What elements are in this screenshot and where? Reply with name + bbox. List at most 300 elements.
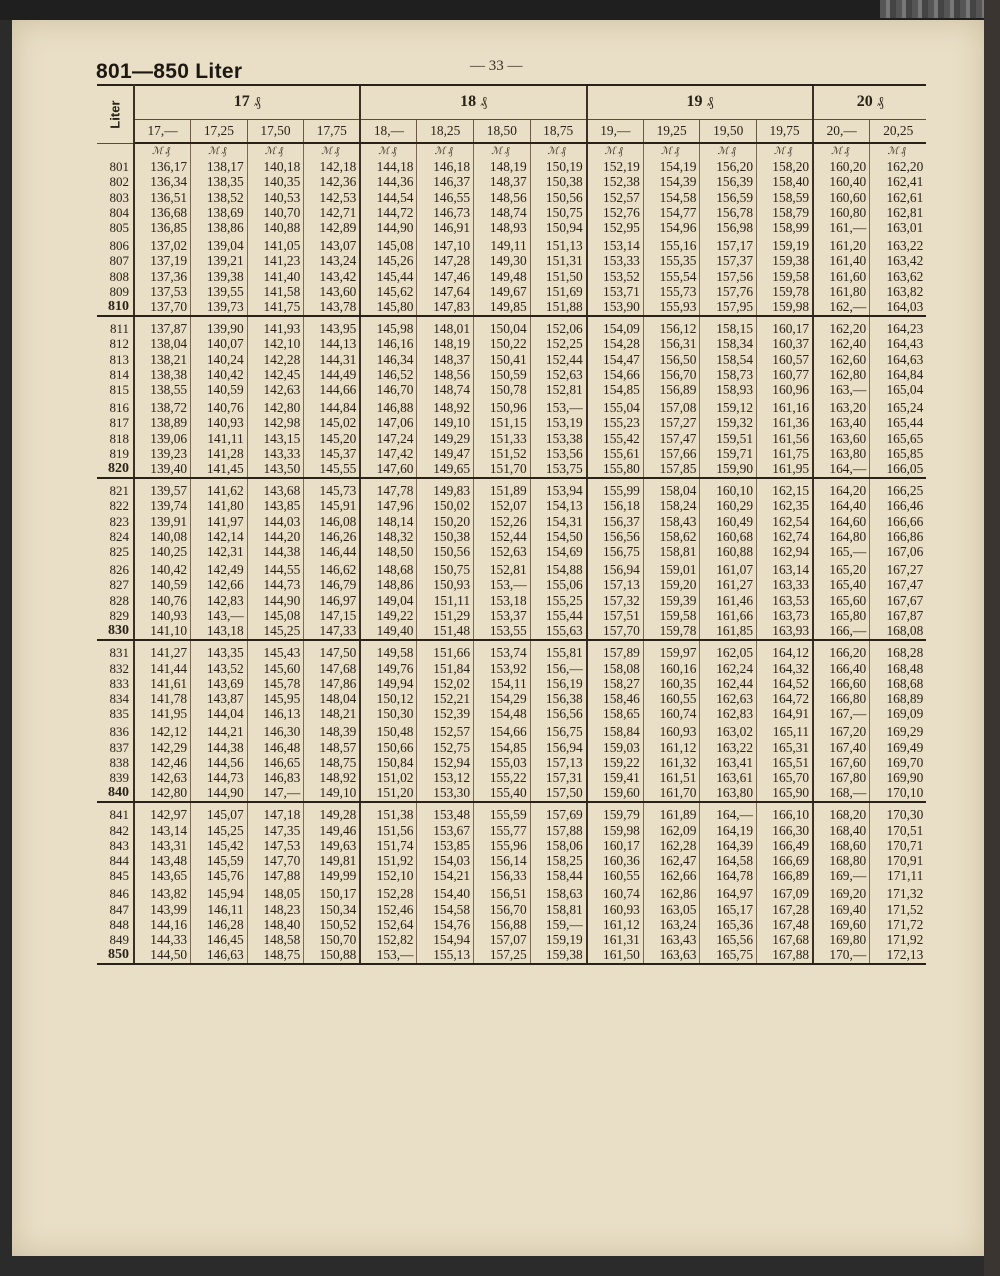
scan-border-top [0, 0, 1000, 20]
price-cell: 156,50 [643, 352, 700, 367]
liter-cell: 804 [97, 205, 134, 220]
price-cell: 163,53 [757, 593, 814, 608]
price-cell: 147,28 [417, 253, 474, 268]
group-label: 20 [856, 93, 873, 111]
table-row [97, 770, 926, 785]
price-cell: 171,52 [870, 902, 927, 917]
price-cell: 149,11 [474, 235, 531, 253]
price-cell: 142,45 [247, 367, 304, 382]
price-cell: 159,41 [587, 770, 644, 785]
table-row [97, 623, 926, 640]
pfennig-symbol: ₰ [876, 95, 884, 111]
price-cell: 149,46 [304, 823, 361, 838]
price-cell: 155,23 [587, 415, 644, 430]
price-cell: 150,70 [304, 932, 361, 947]
price-cell: 139,90 [191, 316, 248, 336]
price-cell: 141,62 [191, 478, 248, 498]
liter-cell: 825 [97, 544, 134, 559]
table-row [97, 431, 926, 446]
price-cell: 136,17 [134, 159, 191, 174]
liter-cell: 849 [97, 932, 134, 947]
price-cell: 172,13 [870, 947, 927, 964]
price-cell: 151,89 [474, 478, 531, 498]
table-row [97, 498, 926, 513]
price-cell: 145,02 [304, 415, 361, 430]
price-cell: 146,18 [417, 159, 474, 174]
price-cell: 143,33 [247, 446, 304, 461]
price-cell: 138,72 [134, 397, 191, 415]
price-cell: 161,66 [700, 608, 757, 623]
price-cell: 149,81 [304, 853, 361, 868]
price-cell: 171,32 [870, 883, 927, 901]
price-cell: 153,14 [587, 235, 644, 253]
price-cell: 148,92 [304, 770, 361, 785]
price-cell: 146,70 [360, 382, 417, 397]
price-cell: 145,95 [247, 691, 304, 706]
price-cell: 163,40 [813, 415, 870, 430]
price-cell: 143,14 [134, 823, 191, 838]
price-cell: 158,63 [530, 883, 587, 901]
price-cell: 143,87 [191, 691, 248, 706]
price-cell: 154,58 [417, 902, 474, 917]
liter-cell: 829 [97, 608, 134, 623]
price-cell: 144,84 [304, 397, 361, 415]
price-cell: 153,— [530, 397, 587, 415]
price-cell: 145,91 [304, 498, 361, 513]
price-cell: 137,87 [134, 316, 191, 336]
price-cell: 139,38 [191, 269, 248, 284]
price-cell: 159,20 [643, 577, 700, 592]
price-cell: 143,48 [134, 853, 191, 868]
price-cell: 160,96 [757, 382, 814, 397]
price-cell: 164,23 [870, 316, 927, 336]
price-cell: 163,42 [870, 253, 927, 268]
price-cell: 150,94 [530, 220, 587, 235]
scan-border-right [984, 0, 1000, 1276]
price-cell: 138,69 [191, 205, 248, 220]
price-cell: 156,56 [530, 706, 587, 721]
price-header: 17,25 [191, 120, 248, 144]
table-row [97, 721, 926, 739]
price-cell: 156,75 [587, 544, 644, 559]
price-cell: 156,94 [530, 740, 587, 755]
price-cell: 155,99 [587, 478, 644, 498]
price-cell: 139,40 [134, 461, 191, 478]
price-cell: 162,28 [643, 838, 700, 853]
price-cell: 151,15 [474, 415, 531, 430]
price-cell: 165,17 [700, 902, 757, 917]
price-header: 20,25 [870, 120, 927, 144]
price-cell: 167,47 [870, 577, 927, 592]
price-cell: 146,63 [191, 947, 248, 964]
price-cell: 144,66 [304, 382, 361, 397]
price-cell: 160,55 [587, 868, 644, 883]
price-cell: 155,04 [587, 397, 644, 415]
price-cell: 146,52 [360, 367, 417, 382]
price-cell: 142,80 [134, 785, 191, 802]
price-cell: 147,— [247, 785, 304, 802]
liter-cell: 822 [97, 498, 134, 513]
price-cell: 141,80 [191, 498, 248, 513]
price-cell: 157,56 [700, 269, 757, 284]
price-header: 19,25 [643, 120, 700, 144]
price-cell: 156,70 [474, 902, 531, 917]
price-cell: 143,— [191, 608, 248, 623]
liter-cell: 814 [97, 367, 134, 382]
price-cell: 141,27 [134, 640, 191, 660]
price-cell: 161,32 [643, 755, 700, 770]
price-cell: 143,82 [134, 883, 191, 901]
price-cell: 159,12 [700, 397, 757, 415]
price-cell: 146,79 [304, 577, 361, 592]
price-cell: 157,13 [530, 755, 587, 770]
group-header [360, 85, 586, 120]
price-cell: 161,70 [643, 785, 700, 802]
price-cell: 168,48 [870, 661, 927, 676]
price-cell: 168,28 [870, 640, 927, 660]
price-cell: 157,47 [643, 431, 700, 446]
price-cell: 160,49 [700, 514, 757, 529]
price-cell: 150,52 [304, 917, 361, 932]
price-cell: 150,04 [474, 316, 531, 336]
price-cell: 163,62 [870, 269, 927, 284]
price-cell: 151,48 [417, 623, 474, 640]
price-cell: 170,30 [870, 802, 927, 822]
table-row [97, 190, 926, 205]
price-cell: 163,01 [870, 220, 927, 235]
table-row [97, 316, 926, 336]
price-cell: 154,58 [643, 190, 700, 205]
price-cell: 159,32 [700, 415, 757, 430]
price-cell: 145,98 [360, 316, 417, 336]
price-cell: 157,89 [587, 640, 644, 660]
price-cell: 144,21 [191, 721, 248, 739]
price-cell: 164,78 [700, 868, 757, 883]
liter-cell: 839 [97, 770, 134, 785]
liter-cell: 806 [97, 235, 134, 253]
pfennig-symbol: ₰ [253, 95, 261, 111]
price-cell: 162,20 [870, 159, 927, 174]
price-cell: 144,90 [247, 593, 304, 608]
price-cell: 156,59 [700, 190, 757, 205]
table-row [97, 415, 926, 430]
price-cell: 160,17 [587, 838, 644, 853]
price-cell: 153,90 [587, 299, 644, 316]
price-header: 19,50 [700, 120, 757, 144]
price-cell: 138,52 [191, 190, 248, 205]
price-cell: 169,70 [870, 755, 927, 770]
price-cell: 139,73 [191, 299, 248, 316]
pfennig-symbol: ₰ [480, 95, 488, 111]
price-cell: 160,36 [587, 853, 644, 868]
liter-header-label: Liter [107, 100, 123, 129]
price-cell: 162,35 [757, 498, 814, 513]
liter-cell: 815 [97, 382, 134, 397]
price-cell: 157,37 [700, 253, 757, 268]
liter-cell: 816 [97, 397, 134, 415]
unit-mark: ℳ ₰ [700, 143, 757, 159]
price-cell: 160,55 [643, 691, 700, 706]
price-cell: 153,52 [587, 269, 644, 284]
price-cell: 158,99 [757, 220, 814, 235]
price-cell: 153,94 [530, 478, 587, 498]
liter-cell: 846 [97, 883, 134, 901]
price-cell: 141,97 [191, 514, 248, 529]
price-cell: 148,56 [417, 367, 474, 382]
table-row [97, 544, 926, 559]
unit-row [97, 143, 926, 159]
price-cell: 150,17 [304, 883, 361, 901]
price-cell: 158,20 [757, 159, 814, 174]
price-cell: 171,11 [870, 868, 927, 883]
price-cell: 150,78 [474, 382, 531, 397]
price-cell: 159,79 [587, 802, 644, 822]
table-row [97, 336, 926, 351]
price-cell: 149,30 [474, 253, 531, 268]
price-cell: 170,71 [870, 838, 927, 853]
price-cell: 165,40 [813, 577, 870, 592]
price-cell: 148,23 [247, 902, 304, 917]
price-cell: 156,56 [587, 529, 644, 544]
price-cell: 136,34 [134, 174, 191, 189]
price-cell: 141,40 [247, 269, 304, 284]
liter-cell: 818 [97, 431, 134, 446]
price-cell: 147,50 [304, 640, 361, 660]
price-cell: 168,68 [870, 676, 927, 691]
price-cell: 158,84 [587, 721, 644, 739]
price-cell: 147,10 [417, 235, 474, 253]
price-cell: 151,56 [360, 823, 417, 838]
price-cell: 161,89 [643, 802, 700, 822]
price-cell: 139,04 [191, 235, 248, 253]
price-cell: 162,20 [813, 316, 870, 336]
price-cell: 144,16 [134, 917, 191, 932]
price-cell: 154,76 [417, 917, 474, 932]
price-header: 18,75 [530, 120, 587, 144]
price-cell: 159,38 [530, 947, 587, 964]
price-cell: 159,97 [643, 640, 700, 660]
price-cell: 164,40 [813, 498, 870, 513]
price-cell: 146,73 [417, 205, 474, 220]
price-cell: 147,70 [247, 853, 304, 868]
liter-cell: 850 [97, 947, 134, 964]
price-cell: 156,38 [530, 691, 587, 706]
price-cell: 167,48 [757, 917, 814, 932]
price-cell: 158,34 [700, 336, 757, 351]
price-header: 18,25 [417, 120, 474, 144]
unit-mark: ℳ ₰ [134, 143, 191, 159]
price-cell: 157,66 [643, 446, 700, 461]
price-cell: 167,88 [757, 947, 814, 964]
price-cell: 141,10 [134, 623, 191, 640]
liter-cell: 801 [97, 159, 134, 174]
liter-cell: 803 [97, 190, 134, 205]
price-cell: 149,63 [304, 838, 361, 853]
liter-cell: 807 [97, 253, 134, 268]
price-cell: 145,60 [247, 661, 304, 676]
price-header: 18,— [360, 120, 417, 144]
price-cell: 161,75 [757, 446, 814, 461]
price-header: 17,50 [247, 120, 304, 144]
group-label: 19 [686, 93, 703, 111]
price-cell: 159,60 [587, 785, 644, 802]
price-cell: 136,85 [134, 220, 191, 235]
price-cell: 156,33 [474, 868, 531, 883]
price-cell: 159,22 [587, 755, 644, 770]
price-cell: 138,17 [191, 159, 248, 174]
liter-cell: 840 [97, 785, 134, 802]
price-cell: 166,— [813, 623, 870, 640]
price-cell: 158,81 [643, 544, 700, 559]
price-cell: 144,55 [247, 559, 304, 577]
price-cell: 146,48 [247, 740, 304, 755]
price-cell: 152,21 [417, 691, 474, 706]
price-cell: 154,13 [530, 498, 587, 513]
price-cell: 144,72 [360, 205, 417, 220]
price-cell: 151,20 [360, 785, 417, 802]
price-cell: 144,31 [304, 352, 361, 367]
price-cell: 158,06 [530, 838, 587, 853]
price-cell: 142,98 [247, 415, 304, 430]
price-cell: 144,38 [191, 740, 248, 755]
unit-mark: ℳ ₰ [870, 143, 927, 159]
price-cell: 166,60 [813, 676, 870, 691]
price-cell: 148,19 [474, 159, 531, 174]
price-cell: 137,36 [134, 269, 191, 284]
price-cell: 147,86 [304, 676, 361, 691]
price-cell: 144,13 [304, 336, 361, 351]
price-cell: 162,80 [813, 367, 870, 382]
price-cell: 161,20 [813, 235, 870, 253]
price-cell: 147,60 [360, 461, 417, 478]
price-cell: 145,42 [191, 838, 248, 853]
price-cell: 157,95 [700, 299, 757, 316]
price-cell: 141,78 [134, 691, 191, 706]
table-row [97, 461, 926, 478]
price-cell: 151,52 [474, 446, 531, 461]
price-header-row [97, 120, 926, 144]
price-cell: 166,30 [757, 823, 814, 838]
price-cell: 158,65 [587, 706, 644, 721]
price-cell: 159,— [530, 917, 587, 932]
unit-mark: ℳ ₰ [813, 143, 870, 159]
price-cell: 167,09 [757, 883, 814, 901]
table-row [97, 205, 926, 220]
price-cell: 160,80 [813, 205, 870, 220]
price-cell: 158,15 [700, 316, 757, 336]
price-cell: 142,28 [247, 352, 304, 367]
unit-mark: ℳ ₰ [587, 143, 644, 159]
price-cell: 161,56 [757, 431, 814, 446]
price-header: 17,75 [304, 120, 361, 144]
price-cell: 142,83 [191, 593, 248, 608]
price-cell: 165,36 [700, 917, 757, 932]
price-cell: 165,24 [870, 397, 927, 415]
unit-cell-empty [97, 143, 134, 159]
price-cell: 141,05 [247, 235, 304, 253]
price-cell: 146,45 [191, 932, 248, 947]
page-number: — 33 — [470, 58, 523, 74]
price-cell: 167,40 [813, 740, 870, 755]
price-cell: 139,74 [134, 498, 191, 513]
liter-cell: 819 [97, 446, 134, 461]
unit-mark: ℳ ₰ [474, 143, 531, 159]
price-cell: 151,84 [417, 661, 474, 676]
price-cell: 165,90 [757, 785, 814, 802]
price-cell: 139,23 [134, 446, 191, 461]
price-header: 20,— [813, 120, 870, 144]
unit-mark: ℳ ₰ [643, 143, 700, 159]
price-cell: 165,44 [870, 415, 927, 430]
price-cell: 162,94 [757, 544, 814, 559]
price-cell: 161,16 [757, 397, 814, 415]
price-cell: 163,41 [700, 755, 757, 770]
price-cell: 154,85 [474, 740, 531, 755]
price-cell: 151,74 [360, 838, 417, 853]
unit-mark: ℳ ₰ [360, 143, 417, 159]
liter-column-header [97, 85, 134, 143]
price-cell: 144,33 [134, 932, 191, 947]
price-cell: 169,29 [870, 721, 927, 739]
liter-cell: 821 [97, 478, 134, 498]
price-cell: 151,70 [474, 461, 531, 478]
price-cell: 161,85 [700, 623, 757, 640]
price-cell: 152,57 [417, 721, 474, 739]
price-cell: 151,33 [474, 431, 531, 446]
price-cell: 158,43 [643, 514, 700, 529]
price-cell: 161,51 [643, 770, 700, 785]
price-cell: 156,88 [474, 917, 531, 932]
price-cell: 164,58 [700, 853, 757, 868]
price-cell: 148,93 [474, 220, 531, 235]
price-cell: 157,88 [530, 823, 587, 838]
price-cell: 153,74 [474, 640, 531, 660]
table-row [97, 947, 926, 964]
price-cell: 159,01 [643, 559, 700, 577]
price-cell: 159,78 [643, 623, 700, 640]
price-cell: 150,02 [417, 498, 474, 513]
price-cell: 151,31 [530, 253, 587, 268]
price-cell: 154,50 [530, 529, 587, 544]
price-cell: 157,08 [643, 397, 700, 415]
price-cell: 153,55 [474, 623, 531, 640]
price-cell: 157,70 [587, 623, 644, 640]
price-cell: 154,03 [417, 853, 474, 868]
price-cell: 152,64 [360, 917, 417, 932]
table-row [97, 838, 926, 853]
liter-cell: 802 [97, 174, 134, 189]
price-cell: 141,45 [191, 461, 248, 478]
price-cell: 138,55 [134, 382, 191, 397]
price-cell: 154,88 [530, 559, 587, 577]
price-cell: 148,05 [247, 883, 304, 901]
price-cell: 147,18 [247, 802, 304, 822]
price-cell: 162,60 [813, 352, 870, 367]
price-cell: 150,30 [360, 706, 417, 721]
price-cell: 159,98 [587, 823, 644, 838]
price-cell: 159,03 [587, 740, 644, 755]
price-cell: 164,19 [700, 823, 757, 838]
unit-mark: ℳ ₰ [757, 143, 814, 159]
price-cell: 166,49 [757, 838, 814, 853]
price-cell: 167,06 [870, 544, 927, 559]
price-cell: 148,39 [304, 721, 361, 739]
price-cell: 158,25 [530, 853, 587, 868]
price-cell: 146,62 [304, 559, 361, 577]
price-cell: 164,— [813, 461, 870, 478]
price-cell: 147,35 [247, 823, 304, 838]
table-row [97, 299, 926, 316]
